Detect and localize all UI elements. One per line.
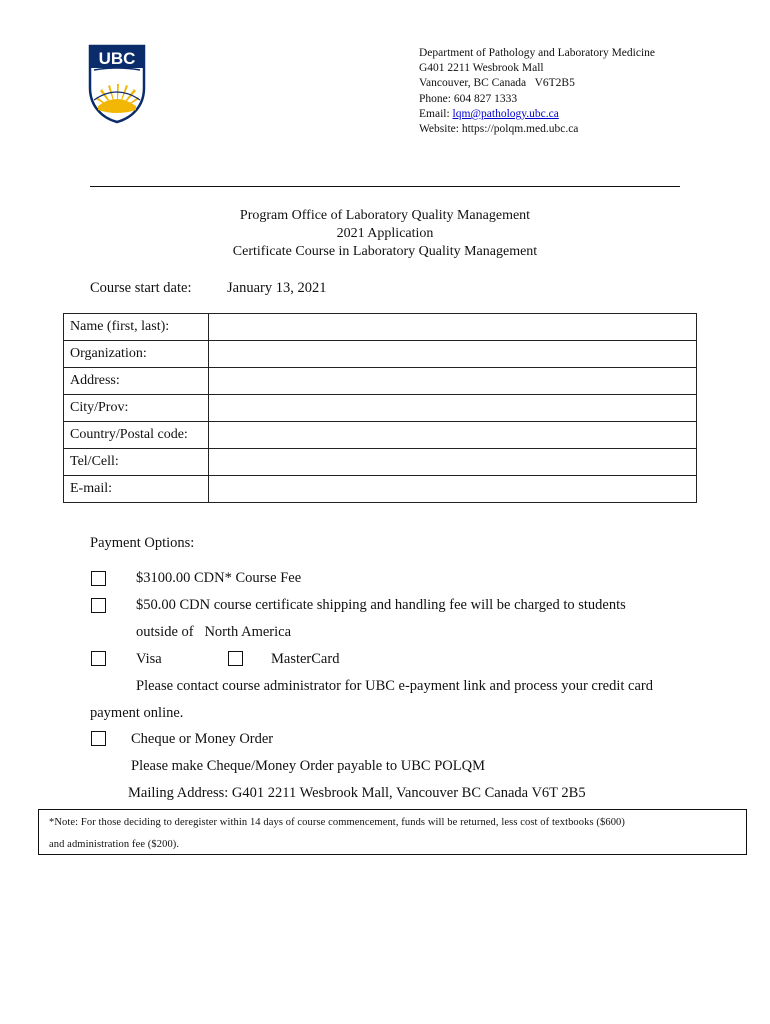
table-row: [64, 395, 697, 422]
table-row: [64, 422, 697, 449]
note-line-2: and administration fee ($200).: [49, 839, 180, 850]
city-prov-input[interactable]: [209, 395, 697, 422]
field-label: Country/Postal code:: [64, 422, 209, 449]
department-name: Department of Pathology and Laboratory Medicine: [419, 47, 655, 59]
course-fee-label: $3100.00 CDN* Course Fee: [136, 570, 302, 586]
phone-line: Phone: 604 827 1333: [419, 92, 518, 105]
table-row: [64, 314, 697, 341]
ubc-logo: [88, 44, 146, 124]
cheque-checkbox[interactable]: [91, 731, 106, 746]
shipping-fee-checkbox[interactable]: [91, 598, 106, 613]
name-input[interactable]: [209, 314, 697, 341]
course-title: Certificate Course in Laboratory Quality Management: [232, 244, 538, 259]
field-label: Address:: [64, 368, 209, 395]
table-row: [64, 368, 697, 395]
organization-input[interactable]: [209, 341, 697, 368]
application-year: 2021 Application: [336, 226, 434, 241]
cheque-payable-text: Please make Cheque/Money Order payable to UBC POLQM: [131, 758, 485, 774]
visa-label: Visa: [136, 651, 162, 667]
note-line-1: *Note: For those deciding to deregister within 14 days of course commencement, funds will be returned, less cost of textbooks ($600): [49, 817, 625, 828]
mastercard-checkbox[interactable]: [228, 651, 243, 666]
city-line: Vancouver, BC Canada V6T2B5: [419, 77, 575, 90]
website-line: Website: https://polqm.med.ubc.ca: [419, 123, 579, 136]
epayment-instructions: Please contact course administrator for UBC e-payment link and process your credit card: [136, 678, 653, 694]
shipping-fee-label-cont: outside of North America: [136, 624, 292, 640]
mastercard-label: MasterCard: [271, 651, 340, 667]
table-row: [64, 449, 697, 476]
epayment-instructions-cont: payment online.: [90, 705, 184, 721]
address-input[interactable]: [209, 368, 697, 395]
applicant-form-table: [63, 313, 697, 503]
contact-block: [419, 46, 655, 137]
field-label: Organization:: [64, 341, 209, 368]
table-row: [64, 476, 697, 503]
country-postal-input[interactable]: [209, 422, 697, 449]
course-fee-checkbox[interactable]: [91, 571, 106, 586]
cheque-label: Cheque or Money Order: [131, 731, 274, 747]
payment-options-heading: Payment Options:: [90, 535, 195, 551]
field-label: Name (first, last):: [64, 314, 209, 341]
header-divider: [90, 186, 680, 187]
email-label: Email:: [419, 107, 453, 120]
document-titles: [90, 207, 680, 261]
shipping-fee-label: $50.00 CDN course certificate shipping and handling fee will be charged to students: [136, 597, 626, 613]
tel-cell-input[interactable]: [209, 449, 697, 476]
visa-checkbox[interactable]: [91, 651, 106, 666]
course-start-label: Course start date:: [90, 280, 192, 296]
refund-note: [38, 809, 747, 855]
email-line: [419, 107, 655, 122]
field-label: E-mail:: [64, 476, 209, 503]
table-row: [64, 341, 697, 368]
email-link[interactable]: lqm@pathology.ubc.ca: [452, 107, 559, 120]
email-input[interactable]: [209, 476, 697, 503]
field-label: City/Prov:: [64, 395, 209, 422]
mailing-address: Mailing Address: G401 2211 Wesbrook Mall, Vancouver BC Canada V6T 2B5: [128, 785, 586, 801]
field-label: Tel/Cell:: [64, 449, 209, 476]
address-line: G401 2211 Wesbrook Mall: [419, 62, 544, 75]
logo-text: UBC: [98, 49, 136, 68]
course-start-value: January 13, 2021: [227, 280, 327, 296]
office-title: Program Office of Laboratory Quality Management: [239, 208, 531, 223]
ubc-crest-icon: [88, 44, 146, 124]
